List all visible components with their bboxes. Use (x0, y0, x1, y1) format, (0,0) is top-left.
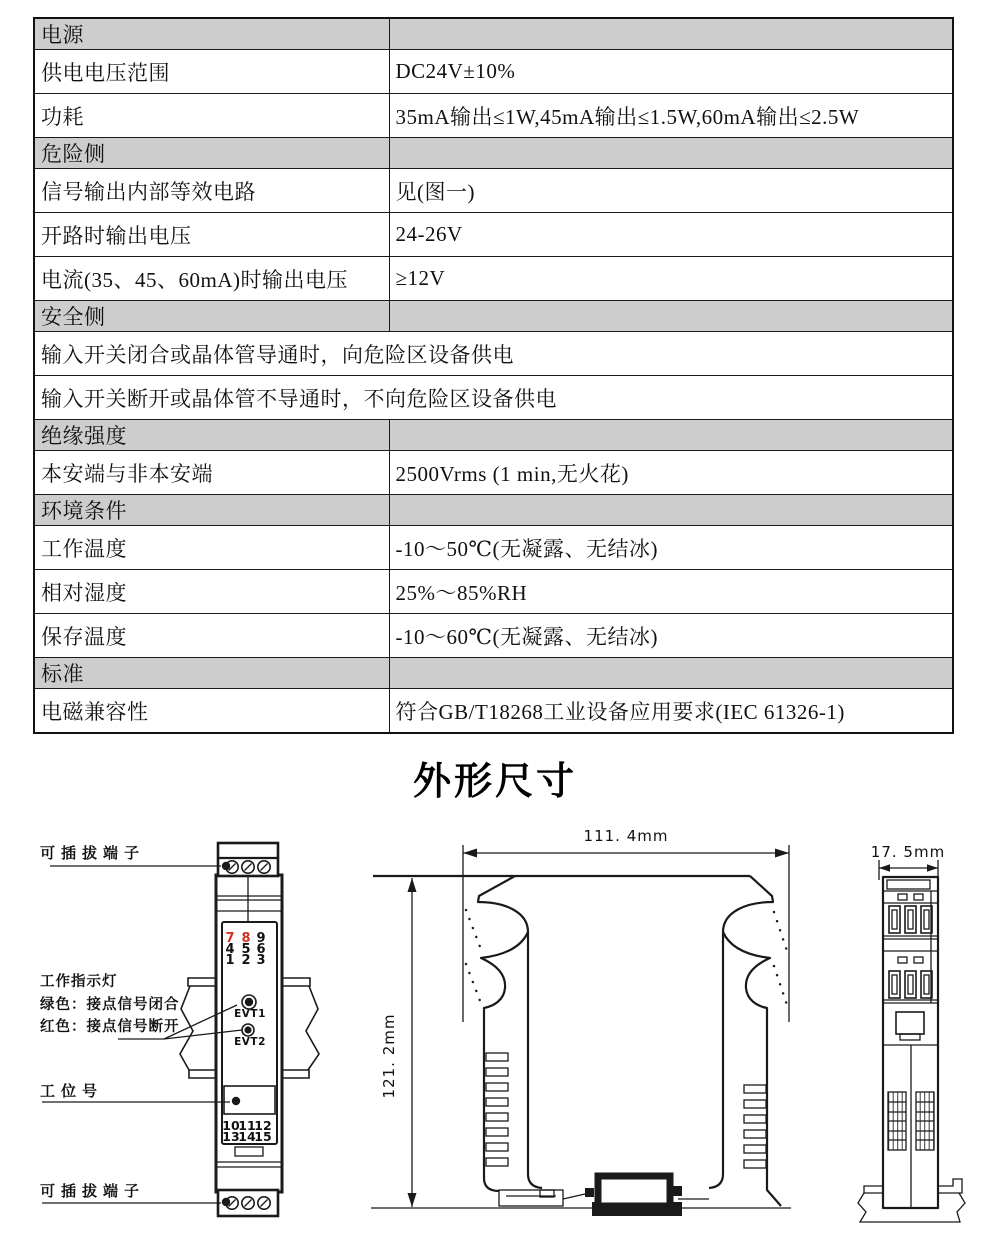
table-row (34, 420, 953, 451)
section-header-filler (389, 301, 953, 332)
spec-value: -10～60℃(无凝露、无结冰) (389, 614, 953, 658)
terminal-number: 4 (225, 942, 235, 957)
leader-dot (232, 1097, 240, 1105)
section-header: 绝缘强度 (34, 420, 389, 451)
table-row (34, 526, 953, 570)
arrowhead (775, 849, 789, 858)
spec-value: ≥12V (389, 257, 953, 301)
section-header: 电源 (34, 18, 389, 50)
terminal-number: 13 (222, 1129, 240, 1144)
spec-label: 电流(35、45、60mA)时输出电压 (34, 257, 389, 301)
terminal-number: 6 (256, 942, 266, 957)
label-indicator-title: 工作指示灯 (40, 974, 118, 990)
spec-table (33, 17, 954, 734)
spec-label: 信号输出内部等效电路 (34, 169, 389, 213)
housing-left-chamfer (478, 876, 528, 932)
housing-left-inner-wall (528, 932, 542, 1188)
terminal-number: 11 (238, 1118, 256, 1133)
label-top-terminal: 可插拔端子 (40, 844, 146, 862)
vent-slots-right (744, 1085, 766, 1168)
spec-label: 本安端与非本安端 (34, 451, 389, 495)
terminal-number-grid-bottom (222, 1118, 271, 1144)
section-header: 标准 (34, 658, 389, 689)
label-indicator-red: 红色：接点信号断开 (40, 1019, 180, 1035)
spec-value: -10～50℃(无凝露、无结冰) (389, 526, 953, 570)
leader-dot (222, 1198, 230, 1206)
label-station-tag: 工位号 (40, 1082, 104, 1100)
terminal-number: 3 (256, 953, 266, 968)
led-label: EVT1 (234, 1008, 266, 1020)
end-view-diagram (858, 843, 965, 1222)
arrowhead (408, 1193, 417, 1207)
break-dots-left (466, 910, 482, 1006)
terminal-number: 12 (254, 1118, 272, 1133)
table-row (34, 332, 953, 376)
table-row (34, 94, 953, 138)
terminals-lower (889, 971, 932, 998)
terminal-number: 9 (256, 931, 266, 946)
spec-label: 开路时输出电压 (34, 213, 389, 257)
section-header-filler (389, 18, 953, 50)
top-terminal-block (218, 843, 278, 876)
section-header-filler (389, 138, 953, 169)
terminal-number: 7 (225, 931, 235, 946)
din-rail-stub-right (282, 978, 319, 1078)
din-clip (585, 1176, 682, 1216)
spec-fullspan-text: 输入开关闭合或晶体管导通时，向危险区设备供电 (34, 332, 953, 376)
table-row (34, 614, 953, 658)
spec-value: 见(图一) (389, 169, 953, 213)
section-lines (883, 891, 938, 903)
spec-label: 功耗 (34, 94, 389, 138)
side-view-diagram (371, 827, 791, 1216)
led-label: EVT2 (234, 1036, 266, 1048)
housing-right-chamfer (723, 876, 773, 932)
terminal-number-grid-top (225, 931, 265, 968)
table-row (34, 257, 953, 301)
table-row (34, 50, 953, 94)
spec-value: 35mA输出≤1W,45mA输出≤1.5W,60mA输出≤2.5W (389, 94, 953, 138)
spec-label: 相对湿度 (34, 570, 389, 614)
leader-dot (222, 862, 230, 870)
arrowhead (408, 878, 417, 892)
spec-value: 2500Vrms (1 min,无火花) (389, 451, 953, 495)
tag-holder-lip (900, 1034, 920, 1040)
top-cap (887, 880, 930, 889)
section-header: 安全侧 (34, 301, 389, 332)
vent-slots-left (486, 1053, 508, 1166)
spec-label: 电磁兼容性 (34, 689, 389, 734)
table-row (34, 376, 953, 420)
spec-value: DC24V±10% (389, 50, 953, 94)
terminal-number: 15 (254, 1129, 272, 1144)
table-row (34, 689, 953, 734)
spec-label: 工作温度 (34, 526, 389, 570)
housing-right-scallop (723, 932, 781, 1206)
table-row (34, 301, 953, 332)
section-lines (883, 891, 938, 1003)
housing-right-inner-wall (709, 932, 723, 1188)
spec-label: 供电电压范围 (34, 50, 389, 94)
terminal-number: 10 (222, 1118, 240, 1133)
dimension-drawing (0, 815, 990, 1257)
front-view-diagram (40, 843, 319, 1216)
table-row (34, 451, 953, 495)
table-row (34, 570, 953, 614)
label-indicator-green: 绿色：接点信号闭合 (40, 997, 180, 1013)
table-row (34, 169, 953, 213)
label-bottom-terminal: 可插拔端子 (40, 1182, 146, 1200)
section-header: 危险侧 (34, 138, 389, 169)
tag-holder (896, 1012, 924, 1034)
end-width-dimension-label: 17. 5mm (870, 843, 946, 861)
section-header-filler (389, 420, 953, 451)
section-header-filler (389, 658, 953, 689)
din-rail-stub-left (180, 978, 216, 1078)
spec-label: 保存温度 (34, 614, 389, 658)
extension-lines (463, 845, 789, 1022)
spec-fullspan-text: 输入开关断开或晶体管不导通时，不向危险区设备供电 (34, 376, 953, 420)
height-dimension-label: 121. 2mm (380, 1013, 398, 1099)
section-lines (883, 936, 938, 951)
terminal-number: 8 (241, 931, 251, 946)
terminals-upper (889, 906, 932, 933)
page-title: 外形尺寸 (412, 759, 577, 803)
terminal-number: 5 (241, 942, 251, 957)
width-dimension-label: 111. 4mm (583, 827, 669, 845)
spec-value: 符合GB/T18268工业设备应用要求(IEC 61326-1) (389, 689, 953, 734)
section-header: 环境条件 (34, 495, 389, 526)
arrowhead (463, 849, 477, 858)
spec-value: 24-26V (389, 213, 953, 257)
table-row (34, 138, 953, 169)
break-dots-right (774, 912, 788, 1008)
table-row (34, 495, 953, 526)
terminal-number: 14 (238, 1129, 256, 1144)
table-row (34, 658, 953, 689)
spec-value: 25%～85%RH (389, 570, 953, 614)
terminal-number: 2 (241, 953, 251, 968)
terminal-number: 1 (225, 953, 235, 968)
table-row (34, 213, 953, 257)
arrowhead (879, 864, 890, 872)
arrowhead (927, 864, 938, 872)
section-header-filler (389, 495, 953, 526)
table-row (34, 18, 953, 50)
